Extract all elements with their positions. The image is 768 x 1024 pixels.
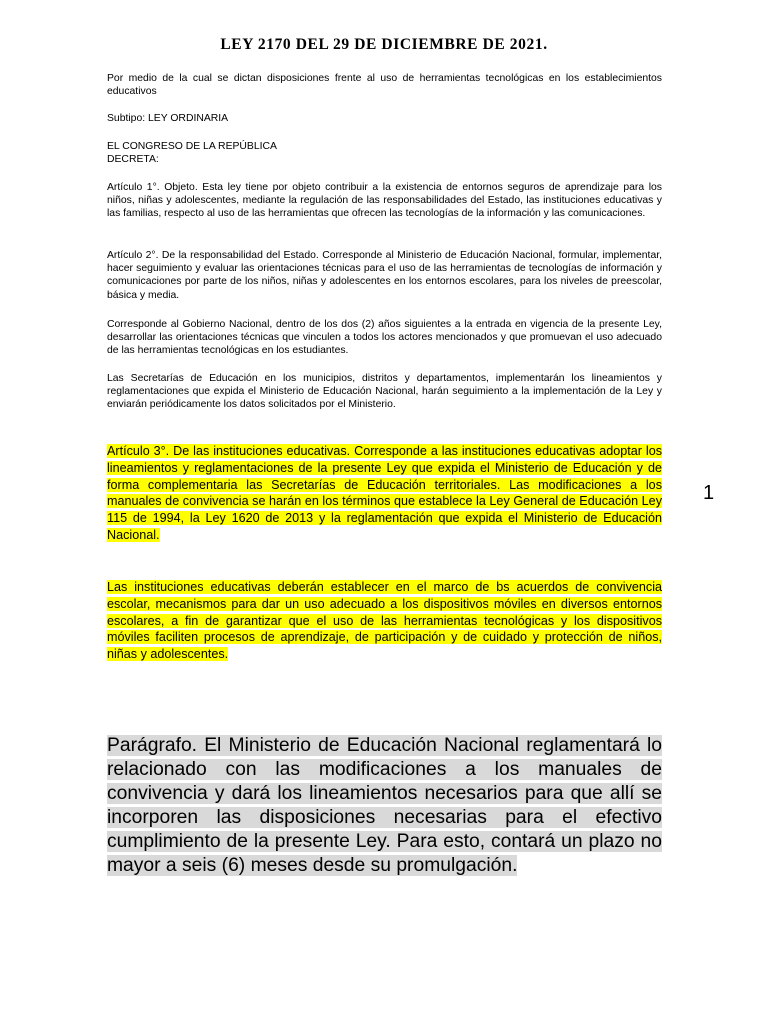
congreso-line: EL CONGRESO DE LA REPÚBLICA bbox=[107, 141, 277, 152]
articulo-2-paragraph-3: Las Secretarías de Educación en los municipios, distritos y departamentos, implementarán los lineamientos y reglamentaciones que expida el Ministerio de Educación Nacional, harán seguimiento a la implementación de la Ley y enviarán periódicamente los datos solicitados por el Ministerio. bbox=[107, 373, 662, 411]
articulo-2: Artículo 2°. De la responsabilidad del Estado. Corresponde al Ministerio de Educación Nacional, formular, implementar, hacer seguimiento y evaluar las orientaciones técnicas para el uso de las herramientas de tecnologías de información y comunicaciones por parte de los niños, niñas y adolescentes en los entornos escolares, para los niveles de preescolar, básica y media. bbox=[107, 250, 662, 301]
articulo-3-paragraph-2 bbox=[107, 579, 662, 663]
decreta-line: DECRETA: bbox=[107, 154, 159, 165]
articulo-3 bbox=[107, 443, 662, 544]
articulo-1: Artículo 1°. Objeto. Esta ley tiene por objeto contribuir a la existencia de entornos seguros de aprendizaje para los niños, niñas y adolescentes, mediante la regulación de las responsabilidades del Estado, las instituciones educativas y las familias, respecto al uso de las herramientas que ofrecen las tecnologías de la información y las comunicaciones. bbox=[107, 182, 662, 220]
page-number: 1 bbox=[703, 482, 715, 504]
articulo-3-text: Artículo 3°. De las instituciones educativas. Corresponde a las instituciones educativas adoptar los lineamientos y reglamentaciones de la presente Ley que expida el Ministerio de Educación y de forma complementaria las Secretarías de Educación territoriales. Las modificaciones a los manuales de convivencia se harán en los términos que establece la Ley General de Educación Ley 115 de 1994, la Ley 1620 de 2013 y la reglamentación que expida el Ministerio de Educación Nacional. bbox=[107, 444, 662, 542]
intro-paragraph: Por medio de la cual se dictan disposiciones frente al uso de herramientas tecnológicas en los establecimientos educativos bbox=[107, 73, 662, 98]
paragrafo-text: Parágrafo. El Ministerio de Educación Nacional reglamentará lo relacionado con las modificaciones a los manuales de convivencia y dará los lineamientos necesarios para que allí se incorporen las disposiciones necesarias para el efectivo cumplimiento de la presente Ley. Para esto, contará un plazo no mayor a seis (6) meses desde su promulgación. bbox=[107, 735, 662, 876]
document-title: LEY 2170 DEL 29 DE DICIEMBRE DE 2021. bbox=[220, 36, 548, 53]
articulo-3-paragraph-2-text: Las instituciones educativas deberán establecer en el marco de bs acuerdos de convivencia escolar, mecanismos para dar un uso adecuado a los dispositivos móviles en diversos entornos escolares, a fin de garantizar que el uso de las herramientas tecnológicas y los dispositivos móviles faciliten procesos de aprendizaje, de participación y de cuidado y protección de niños, niñas y adolescentes. bbox=[107, 580, 662, 662]
paragrafo bbox=[107, 734, 662, 877]
articulo-2-paragraph-2: Corresponde al Gobierno Nacional, dentro de los dos (2) años siguientes a la entrada en vigencia de la presente Ley, desarrollar las orientaciones técnicas que vinculen a todos los actores mencionados y que promuevan el uso adecuado de las herramientas tecnológicas en los estudiantes. bbox=[107, 319, 662, 357]
subtipo-line: Subtipo: LEY ORDINARIA bbox=[107, 113, 229, 124]
